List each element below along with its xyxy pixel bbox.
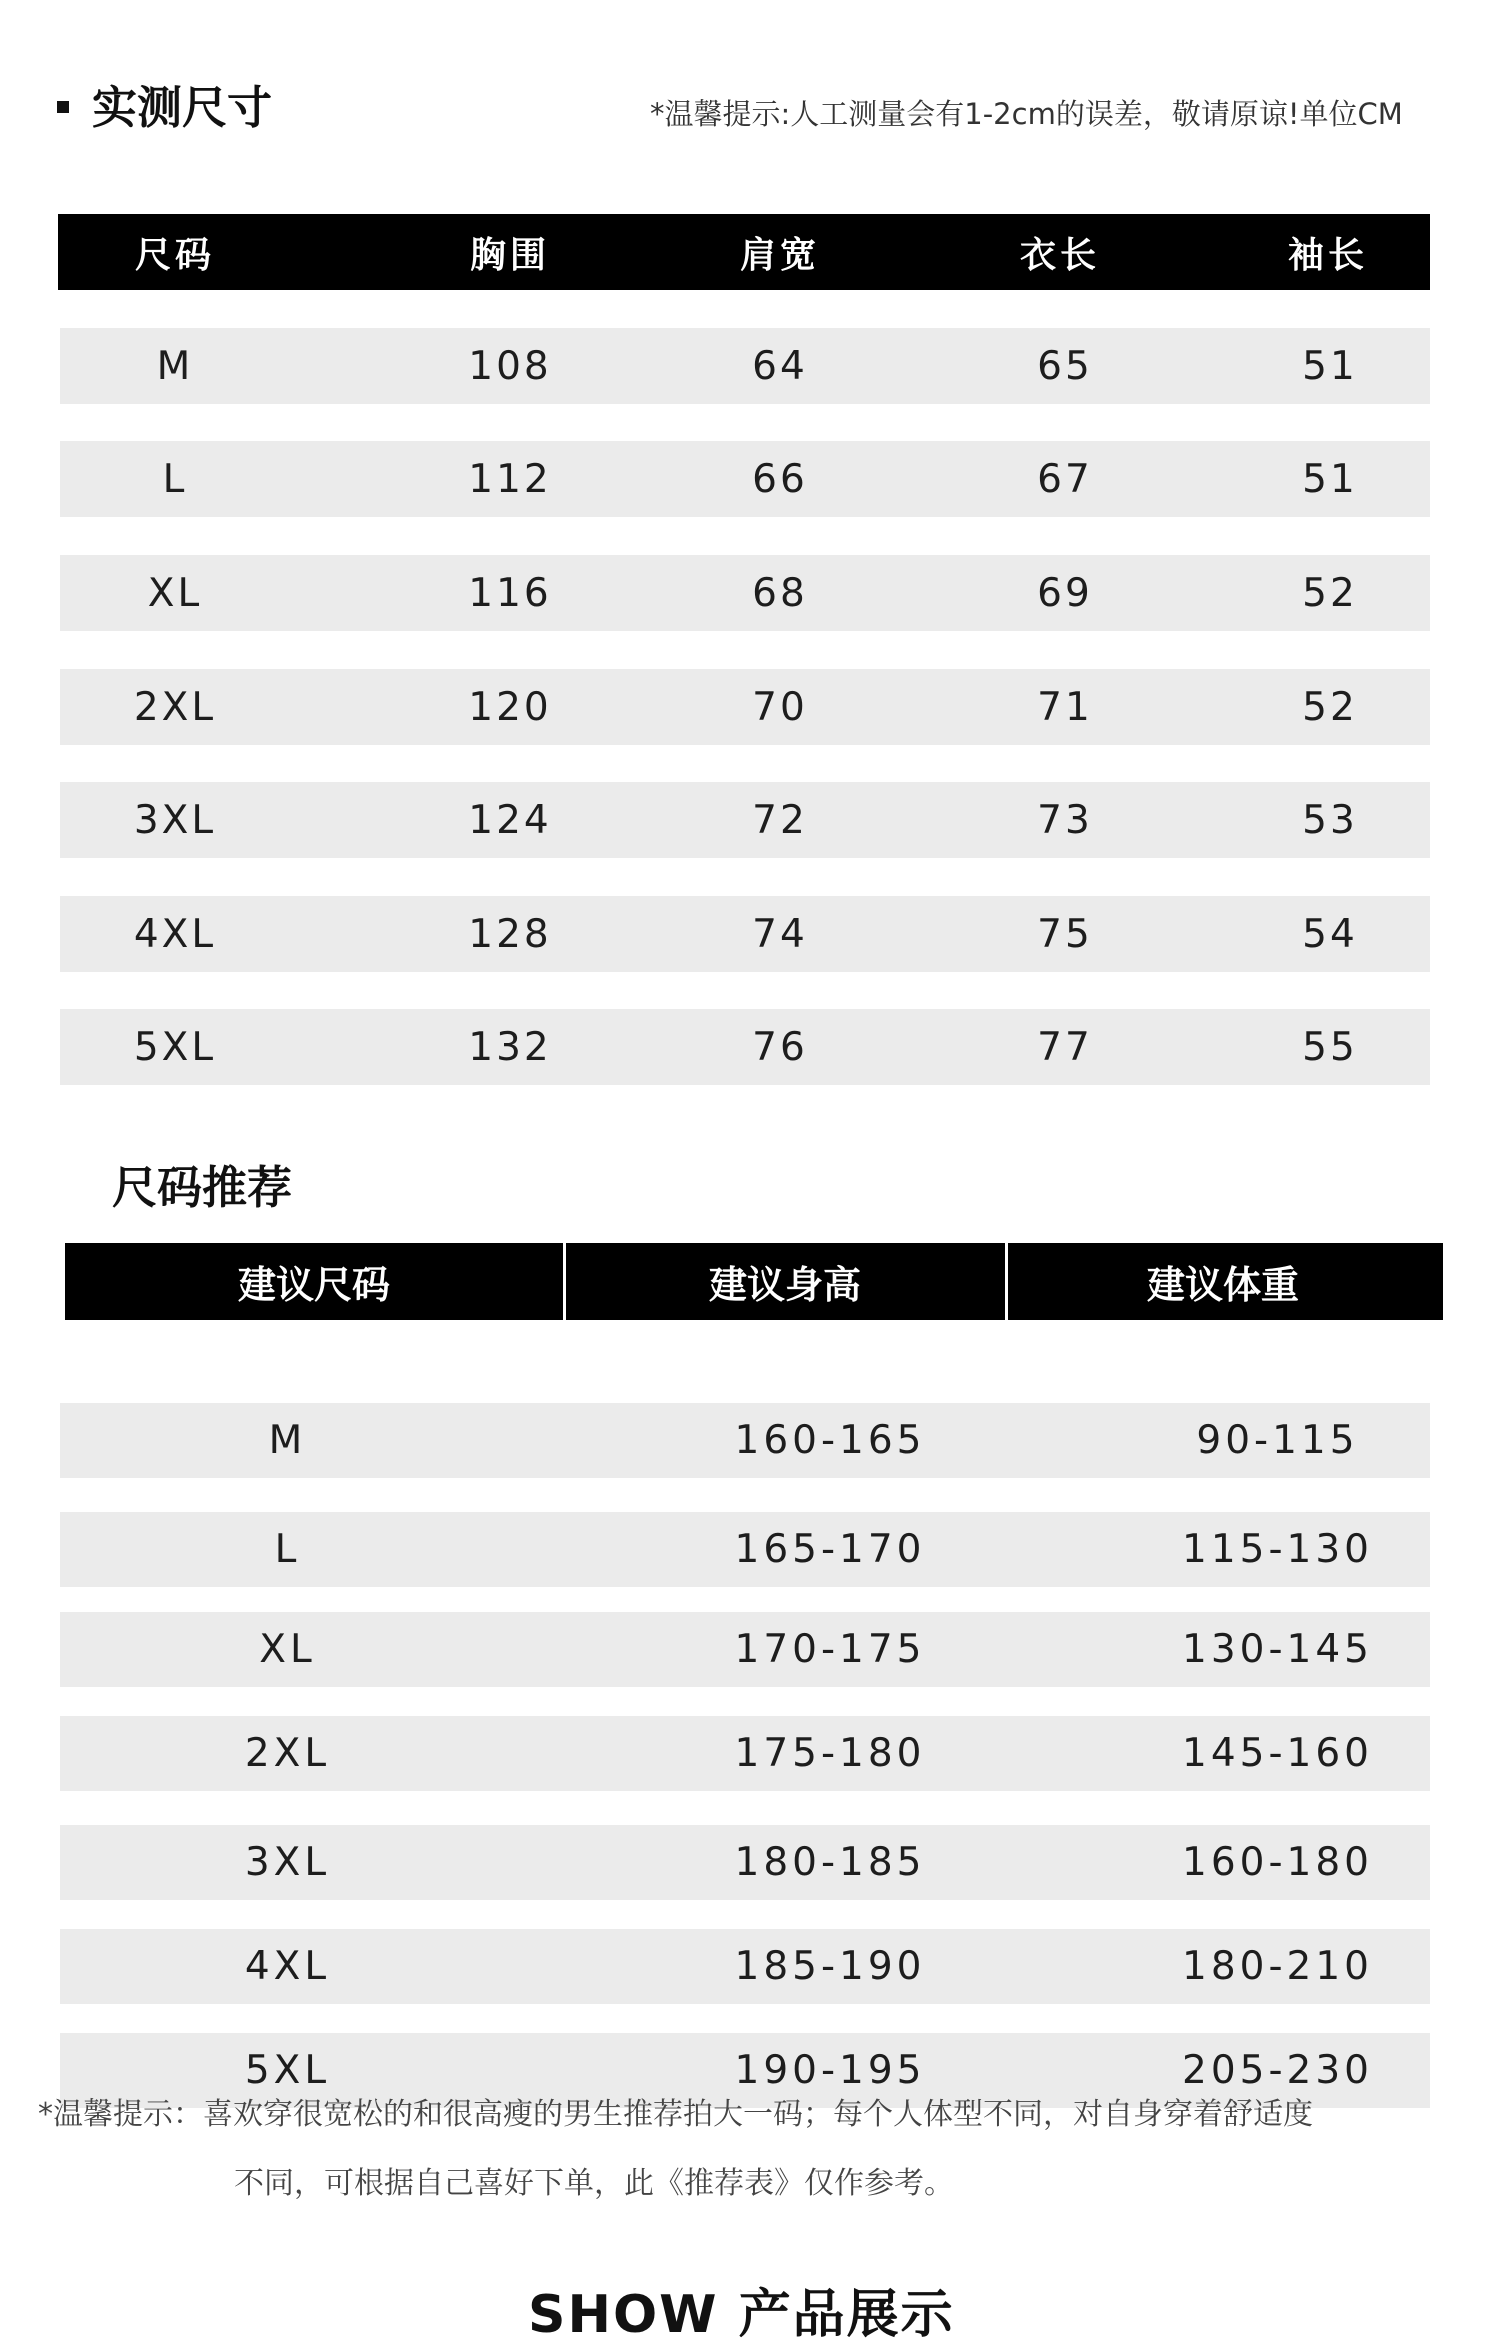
weight-cell: 145-160 [1182,1731,1373,1776]
size-cell: 5XL [244,2048,331,2093]
header-sleeve: 袖长 [1287,234,1368,276]
recommend-note-continued: 不同，可根据自己喜好下单，此《推荐表》仅作参考。 [234,2166,954,2201]
size-cell: 2XL [244,1731,331,1776]
chest-cell: 124 [468,797,552,843]
measurement-note: *温馨提示:人工测量会有1-2cm的误差，敬请原谅!单位CM [650,97,1403,131]
size-cell: L [162,456,188,502]
size-cell: XL [259,1627,316,1672]
header-length: 衣长 [1019,234,1100,276]
table-row [60,782,1430,858]
table-row [60,1512,1430,1587]
recommend-note: *温馨提示：喜欢穿很宽松的和很高瘦的男生推荐拍大一码；每个人体型不同，对自身穿着舒适度 [38,2097,1313,2132]
table-row [60,328,1430,404]
weight-cell: 90-115 [1196,1418,1359,1463]
sleeve-cell: 54 [1302,911,1358,957]
chest-cell: 112 [468,456,552,502]
shoulder-cell: 66 [752,456,808,502]
sleeve-cell: 52 [1302,570,1358,616]
table-row [60,1403,1430,1478]
sleeve-cell: 55 [1302,1024,1358,1070]
header-suggested-size: 建议尺码 [237,1263,390,1307]
table-row [60,1009,1430,1085]
size-cell: XL [147,570,203,616]
height-cell: 175-180 [734,1731,926,1776]
weight-cell: 205-230 [1182,2048,1373,2093]
size-cell: 3XL [133,797,217,843]
shoulder-cell: 68 [752,570,808,616]
weight-cell: 180-210 [1182,1944,1373,1989]
length-cell: 65 [1037,343,1093,389]
length-cell: 67 [1037,456,1093,502]
size-cell: M [268,1418,307,1463]
table-row [60,896,1430,972]
table-row [60,669,1430,745]
size-cell: 3XL [244,1840,331,1885]
shoulder-cell: 76 [752,1024,808,1070]
size-cell: 5XL [133,1024,217,1070]
sleeve-cell: 51 [1302,456,1358,502]
header-shoulder: 肩宽 [739,234,820,276]
sleeve-cell: 51 [1302,343,1358,389]
weight-cell: 160-180 [1182,1840,1373,1885]
table-row [60,1825,1430,1900]
measured-table-header [58,214,1430,290]
header-size: 尺码 [134,234,215,276]
height-cell: 165-170 [734,1527,926,1572]
section-bullet [57,101,69,113]
weight-cell: 115-130 [1182,1527,1373,1572]
size-cell: 4XL [133,911,217,957]
table-row [60,555,1430,631]
recommend-table-header [65,1243,1443,1320]
chest-cell: 120 [468,684,552,730]
header-suggested-height: 建议身高 [708,1263,861,1307]
table-row [60,1716,1430,1791]
table-row [60,1612,1430,1687]
table-row [60,1929,1430,2004]
size-recommend-title: 尺码推荐 [112,1161,293,1214]
length-cell: 69 [1037,570,1093,616]
header-chest: 胸围 [469,234,550,276]
table-row [60,441,1430,517]
shoulder-cell: 74 [752,911,808,957]
measured-size-title: 实测尺寸 [92,81,273,134]
length-cell: 75 [1037,911,1093,957]
shoulder-cell: 64 [752,343,808,389]
size-cell: L [274,1527,301,1572]
chest-cell: 128 [468,911,552,957]
shoulder-cell: 72 [752,797,808,843]
height-cell: 190-195 [734,2048,926,2093]
product-show-title: SHOW 产品展示 [528,2285,955,2345]
weight-cell: 130-145 [1182,1627,1373,1672]
height-cell: 180-185 [734,1840,926,1885]
height-cell: 185-190 [734,1944,926,1989]
header-suggested-weight: 建议体重 [1146,1263,1299,1307]
sleeve-cell: 52 [1302,684,1358,730]
height-cell: 170-175 [734,1627,926,1672]
shoulder-cell: 70 [752,684,808,730]
chest-cell: 132 [468,1024,552,1070]
sleeve-cell: 53 [1302,797,1358,843]
size-cell: 2XL [133,684,217,730]
size-cell: M [156,343,194,389]
chest-cell: 116 [468,570,552,616]
length-cell: 71 [1037,684,1093,730]
height-cell: 160-165 [734,1418,926,1463]
chest-cell: 108 [468,343,552,389]
length-cell: 73 [1037,797,1093,843]
size-cell: 4XL [244,1944,331,1989]
length-cell: 77 [1037,1024,1093,1070]
